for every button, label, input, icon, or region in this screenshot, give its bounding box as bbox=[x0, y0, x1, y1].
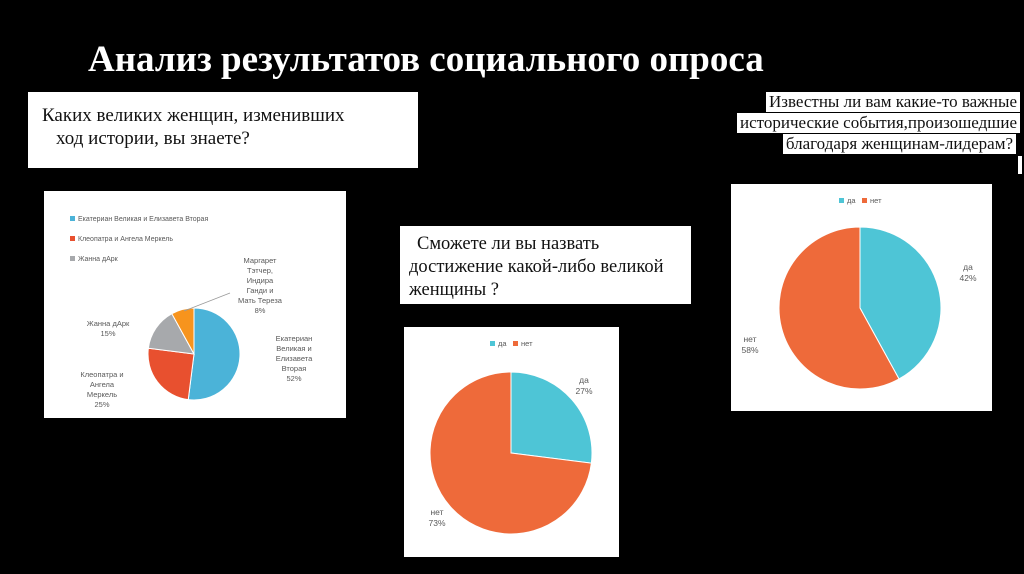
pie-chart-events bbox=[731, 184, 992, 411]
data-label: Вторая bbox=[281, 364, 307, 373]
question-2-line-3: женщины ? bbox=[409, 280, 499, 300]
question-3-box bbox=[700, 92, 1022, 155]
data-label: Тэтчер, bbox=[246, 266, 274, 275]
data-label: Великая и bbox=[276, 344, 312, 353]
data-label: да bbox=[963, 262, 973, 272]
text-cursor-mark bbox=[1018, 156, 1022, 174]
legend-swatch bbox=[513, 341, 518, 346]
data-label: Жанна дАрк bbox=[86, 319, 130, 328]
legend-swatch bbox=[70, 216, 75, 221]
data-label: 58% bbox=[741, 345, 759, 355]
data-label: Елизавета bbox=[275, 354, 313, 363]
data-label: 15% bbox=[100, 329, 116, 338]
data-label: нет bbox=[430, 507, 444, 517]
data-label: 25% bbox=[94, 400, 110, 409]
pie-chart-famous-women bbox=[44, 191, 346, 418]
legend-entry: да bbox=[847, 196, 856, 205]
legend-entry: нет bbox=[521, 339, 533, 348]
pie-slice bbox=[188, 308, 240, 400]
data-label: да bbox=[579, 375, 589, 385]
leader-line bbox=[184, 293, 230, 311]
data-label: 52% bbox=[286, 374, 302, 383]
pie-slice bbox=[148, 348, 194, 399]
chart-panel-1 bbox=[44, 191, 346, 418]
pie-chart-achievement bbox=[404, 327, 619, 557]
legend-swatch bbox=[839, 198, 844, 203]
question-1-box bbox=[28, 92, 418, 168]
legend-swatch bbox=[862, 198, 867, 203]
data-label: Екатериан bbox=[275, 334, 313, 343]
legend-entry: Клеопатра и Ангела Меркель bbox=[78, 236, 174, 243]
question-3-line-3: благодаря женщинам-лидерам? bbox=[783, 134, 1016, 154]
data-label: 8% bbox=[254, 306, 266, 315]
page-title: Анализ результатов социального опроса bbox=[88, 39, 764, 80]
chart-panel-3 bbox=[731, 184, 992, 411]
data-label: Мать Тереза bbox=[238, 296, 282, 305]
legend-swatch bbox=[70, 256, 75, 261]
legend-entry: Екатериан Великая и Елизавета Вторая bbox=[78, 216, 209, 223]
data-label: Клеопатра и bbox=[80, 370, 124, 379]
question-2-box bbox=[400, 226, 691, 304]
data-label: 73% bbox=[428, 518, 446, 528]
question-1-line-1: Каких великих женщин, изменивших bbox=[42, 105, 345, 126]
data-label: 27% bbox=[575, 386, 593, 396]
legend-entry: да bbox=[498, 339, 507, 348]
data-label: Ганди и bbox=[246, 286, 274, 295]
data-label: Индира bbox=[246, 276, 274, 285]
data-label: Меркель bbox=[86, 390, 118, 399]
data-label: Маргарет bbox=[243, 256, 277, 265]
data-label: 42% bbox=[959, 273, 977, 283]
data-label: Ангела bbox=[89, 380, 115, 389]
legend-entry: Жанна дАрк bbox=[78, 256, 118, 263]
question-3-line-2: исторические события,произошедшие bbox=[737, 113, 1020, 133]
chart-panel-2 bbox=[404, 327, 619, 557]
legend-swatch bbox=[490, 341, 495, 346]
question-2-line-2: достижение какой-либо великой bbox=[409, 257, 664, 277]
legend-swatch bbox=[70, 236, 75, 241]
legend-entry: нет bbox=[870, 196, 882, 205]
question-1-line-2: ход истории, вы знаете? bbox=[56, 128, 250, 149]
data-label: нет bbox=[743, 334, 757, 344]
question-2-line-1: Сможете ли вы назвать bbox=[417, 234, 600, 254]
question-3-line-1: Известны ли вам какие-то важные bbox=[766, 92, 1020, 112]
